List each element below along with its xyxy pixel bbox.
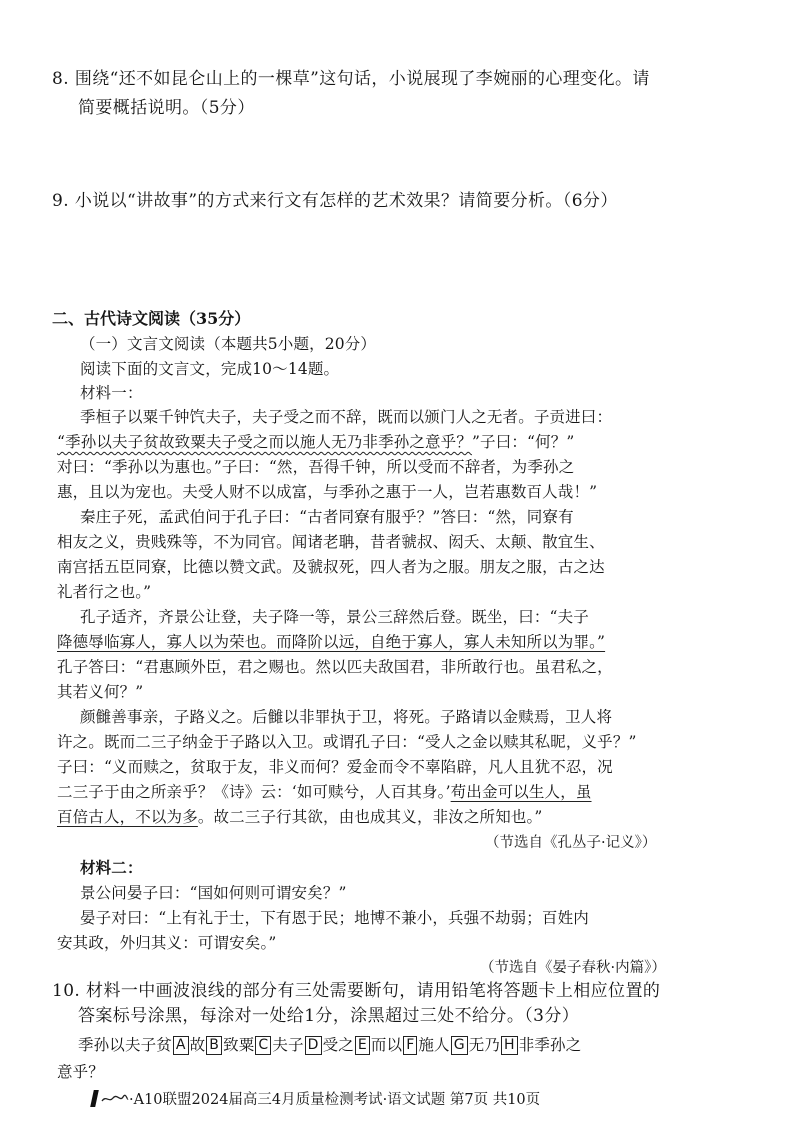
m1-p3-line-2: 降德辱临寡人，寡人以为荣也。而降阶以远，自绝于寡人，寡人未知所以为罪。” <box>57 633 606 651</box>
material-1-label: 材料一： <box>80 384 143 402</box>
segment: 夫子 <box>272 1036 304 1054</box>
section-2-part-1: （一）文言文阅读（本题共5小题，20分） <box>80 335 377 353</box>
m2-p1: 景公问晏子曰：“国如何则可谓安矣？” <box>80 884 347 902</box>
punctuation-sentence-end: 意乎？ <box>57 1063 104 1081</box>
underlined-translation-sentence-2: 苟出金可以生人，虽 <box>450 783 592 801</box>
m1-p3-line-3: 孔子答曰：“君惠顾外臣，君之赐也。然以匹夫敌国君，非所敢行也。虽君私之， <box>57 658 613 676</box>
segment: 受之 <box>322 1036 354 1054</box>
segment: 致粟 <box>223 1036 255 1054</box>
m1-p1-line-2: “季孙以夫子贫故致粟夫子受之而以施人无乃非季孙之意乎？”子曰：“何？” <box>57 433 575 451</box>
m2-p2-line-2: 安其政，外归其义：可谓安矣。” <box>57 934 277 952</box>
m1-p4-line-1: 颜雠善事亲，子路义之。后雠以非罪执于卫，将死。子路请以金赎焉，卫人将 <box>80 708 613 726</box>
m1-p1-line-3: 对曰：“季孙以为惠也。”子曰：“然，吾得千钟，所以受而不辞者，为季孙之 <box>57 458 575 476</box>
section-2-title: 二、古代诗文阅读（35分） <box>52 309 251 328</box>
segment: 故 <box>189 1036 206 1054</box>
answer-box-c: C <box>255 1036 271 1055</box>
footer-text: ·A10联盟2024届高三4月质量检测考试·语文试题 第7页 共10页 <box>129 1092 541 1108</box>
m1-p3-line-4: 其若义何？” <box>57 683 144 701</box>
answer-box-e: E <box>355 1036 370 1055</box>
m1-p4-line-4: 二三子于由之所亲乎？《诗》云：‘如可赎兮，人百其身。’苟出金可以生人，虽 <box>57 783 592 801</box>
segment: 施人 <box>418 1036 450 1054</box>
m1-p1-line-1: 季桓子以粟千钟饩夫子，夫子受之而不辞，既而以颁门人之无者。子贡进曰： <box>80 408 613 426</box>
question-9-line-1: 9. 小说以“讲故事”的方式来行文有怎样的艺术效果？请简要分析。（6分） <box>52 191 618 211</box>
answer-box-h: H <box>501 1036 518 1055</box>
segment: 非季孙之 <box>518 1036 582 1054</box>
question-8-line-1: 8. 围绕“还不如昆仑山上的一棵草”这句话，小说展现了李婉丽的心理变化。请 <box>52 69 650 89</box>
underlined-translation-sentence-1: 而降阶以远，自绝于寡人，寡人未知所以为罪。” <box>276 633 606 651</box>
m1-p4-line-3: 子曰：“义而赎之，贫取于友，非义而何？爱金而令不辜陷辟，凡人且犹不忍，况 <box>57 758 613 776</box>
handwritten-scribble <box>101 1094 129 1104</box>
m1-p4-line-5: 百倍古人，不以为多。故二三子行其欲，由也成其义，非汝之所知也。” <box>57 808 543 826</box>
material-1-source: （节选自《孔丛子·记义》） <box>485 835 657 851</box>
answer-box-f: F <box>403 1036 417 1055</box>
m1-p2-line-1: 秦庄子死，孟武伯问于孔子曰：“古者同寮有服乎？”答曰：“然，同寮有 <box>80 508 574 526</box>
m1-p1-line-4: 惠，且以为宠也。夫受人财不以成富，与季孙之惠于一人，岂若惠数百人哉！” <box>57 483 598 501</box>
segment: 无乃 <box>468 1036 501 1054</box>
m1-p2-line-2: 相友之义，贵贱殊等，不为同官。闻诸老聃，昔者虢叔、闳夭、太颠、散宜生、 <box>57 533 605 551</box>
segment: 而以 <box>370 1036 403 1054</box>
m1-p4-line-2: 许之。既而二三子纳金于子路以入卫。或谓孔子曰：“受人之金以赎其私昵，义乎？” <box>57 733 637 751</box>
question-8-line-2: 简要概括说明。（5分） <box>78 98 255 118</box>
segment: 季孙以夫子贫 <box>78 1036 172 1054</box>
wavy-underline-passage: “季孙以夫子贫故致粟夫子受之而以施人无乃非季孙之意乎？ <box>57 433 472 451</box>
m1-p2-line-4: 礼者行之也。” <box>57 583 152 601</box>
answer-box-g: G <box>451 1036 468 1055</box>
question-10-line-1: 10. 材料一中画波浪线的部分有三处需要断句，请用铅笔将答题卡上相应位置的 <box>52 981 661 1001</box>
answer-box-b: B <box>206 1036 222 1055</box>
m2-p2-line-1: 晏子对曰：“上有礼于士，下有恩于民；地博不兼小，兵强不劫弱；百姓内 <box>80 909 589 927</box>
answer-box-a: A <box>173 1036 189 1055</box>
punctuation-sentence <box>78 1033 581 1055</box>
ink-mark <box>90 1090 99 1107</box>
question-10-line-2: 答案标号涂黑，每涂对一处给1分，涂黑超过三处不给分。（3分） <box>78 1006 580 1026</box>
material-2-source: （节选自《晏子春秋·内篇》） <box>480 960 666 976</box>
material-2-label: 材料二： <box>80 858 143 877</box>
reading-instruction: 阅读下面的文言文，完成10～14题。 <box>80 360 340 378</box>
m1-p3-line-1: 孔子适齐，齐景公让登，夫子降一等，景公三辞然后登。既坐，曰：“夫子 <box>80 608 589 626</box>
m1-p2-line-3: 南宫括五臣同寮，比德以赞文武。及虢叔死，四人者为之服。朋友之服，古之达 <box>57 558 605 576</box>
page-footer <box>84 1088 540 1109</box>
answer-box-d: D <box>305 1036 322 1055</box>
